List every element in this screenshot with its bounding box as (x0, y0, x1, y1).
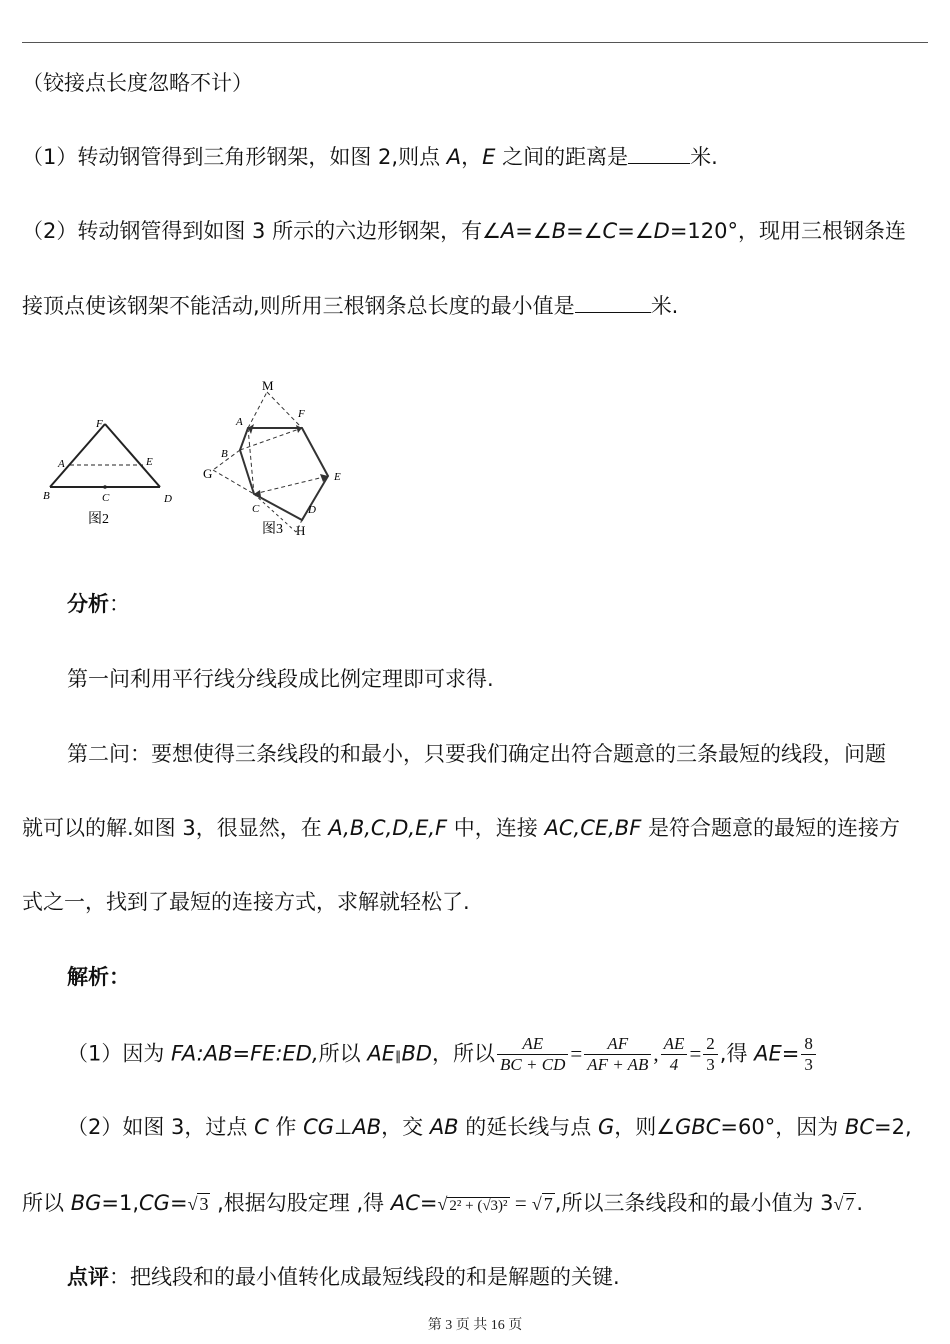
figure-3 (203, 378, 341, 538)
fig2-point-A: A (58, 458, 65, 470)
analysis-line-4: 式之一，找到了最短的连接方式，求解就轻松了. (22, 890, 470, 914)
solution-line-1: （1）因为 FA:AB=FE:ED,所以 AE∥BD，所以 $\frac{AE}{BC + CD}$ = $\frac{AF}{AF + AB}$ , $\frac{AE}{4}$ = $\frac{2}{3}$ ,得 AE= $\frac{8}{3}$ (67, 1034, 818, 1075)
fig3-point-D: D (308, 504, 316, 516)
figure-3-label: 图3 (262, 522, 283, 537)
fig3-point-B: B (221, 448, 228, 460)
fig3-point-M: M (262, 378, 274, 393)
page-footer: 第 3 页 共 16 页 (427, 1318, 523, 1333)
fig3-point-A: A (236, 416, 243, 428)
fig3-point-E: E (334, 471, 341, 483)
comment-line: 点评：把线段和的最小值转化成最短线段的和是解题的关键. (67, 1265, 620, 1289)
sqrt-expression: √ 2² + (√3)² (437, 1194, 508, 1214)
sqrt-7-final: √ 7 (833, 1194, 855, 1214)
fig3-point-H: H (296, 523, 306, 538)
answer-blank-1 (628, 143, 690, 164)
answer-blank-2 (575, 292, 651, 313)
sqrt-7: √ 7 (531, 1194, 553, 1214)
question-2-line1: （2）转动钢管得到如图 3 所示的六边形钢架，有∠A=∠B=∠C=∠D=120°，现用三根钢条连 (22, 219, 906, 243)
analysis-line-3: 就可以的解.如图 3，很显然，在 A,B,C,D,E,F 中，连接 AC,CE,BF 是符合题意的最短的连接方 (22, 816, 900, 840)
note-line: （铰接点长度忽略不计） (22, 71, 253, 95)
figure-2-label: 图2 (88, 512, 109, 527)
solution-heading: 解析： (67, 965, 130, 989)
fraction-af-over-af-ab: $\frac{AF}{AF + AB}$ (584, 1034, 651, 1075)
fig2-point-C: C (102, 492, 110, 504)
fraction-ae-over-bc-cd: $\frac{AE}{BC + CD}$ (497, 1034, 568, 1075)
fig3-point-C: C (252, 503, 260, 515)
figures (30, 372, 360, 542)
fraction-8-over-3: $\frac{8}{3}$ (801, 1034, 816, 1075)
fig3-point-F: F (298, 408, 305, 420)
question-1: （1）转动钢管得到三角形钢架，如图 2,则点 A，E 之间的距离是 米. (22, 145, 718, 169)
analysis-line-1: 第一问利用平行线分线段成比例定理即可求得. (67, 667, 494, 691)
fig3-point-G: G (203, 466, 213, 481)
figure-2 (43, 418, 172, 527)
analysis-line-2: 第二问：要想使得三条线段的和最小，只要我们确定出符合题意的三条最短的线段，问题 (67, 742, 886, 766)
fraction-ae-over-4: $\frac{AE}{4}$ (661, 1034, 688, 1075)
analysis-heading: 分析： (67, 592, 130, 616)
fraction-2-over-3: $\frac{2}{3}$ (703, 1034, 718, 1075)
question-2-line2: 接顶点使该钢架不能活动,则所用三根钢条总长度的最小值是 米. (22, 294, 679, 318)
sqrt-3: √ 3 (187, 1194, 209, 1214)
fig2-point-D: D (164, 493, 172, 505)
header-rule (22, 42, 928, 43)
fig2-point-B: B (43, 490, 50, 502)
fig2-point-F: F (96, 418, 103, 430)
fig2-point-E: E (146, 456, 153, 468)
solution-line-3: 所以 BG=1,CG=√ 3 ,根据勾股定理 ,得 AC=√ 2² + (√3)² = √ 7,所以三条线段和的最小值为 3√ 7. (22, 1191, 864, 1215)
solution-line-2: （2）如图 3，过点 C 作 CG⊥AB，交 AB 的延长线与点 G，则∠GBC=60°，因为 BC=2, (67, 1115, 912, 1139)
